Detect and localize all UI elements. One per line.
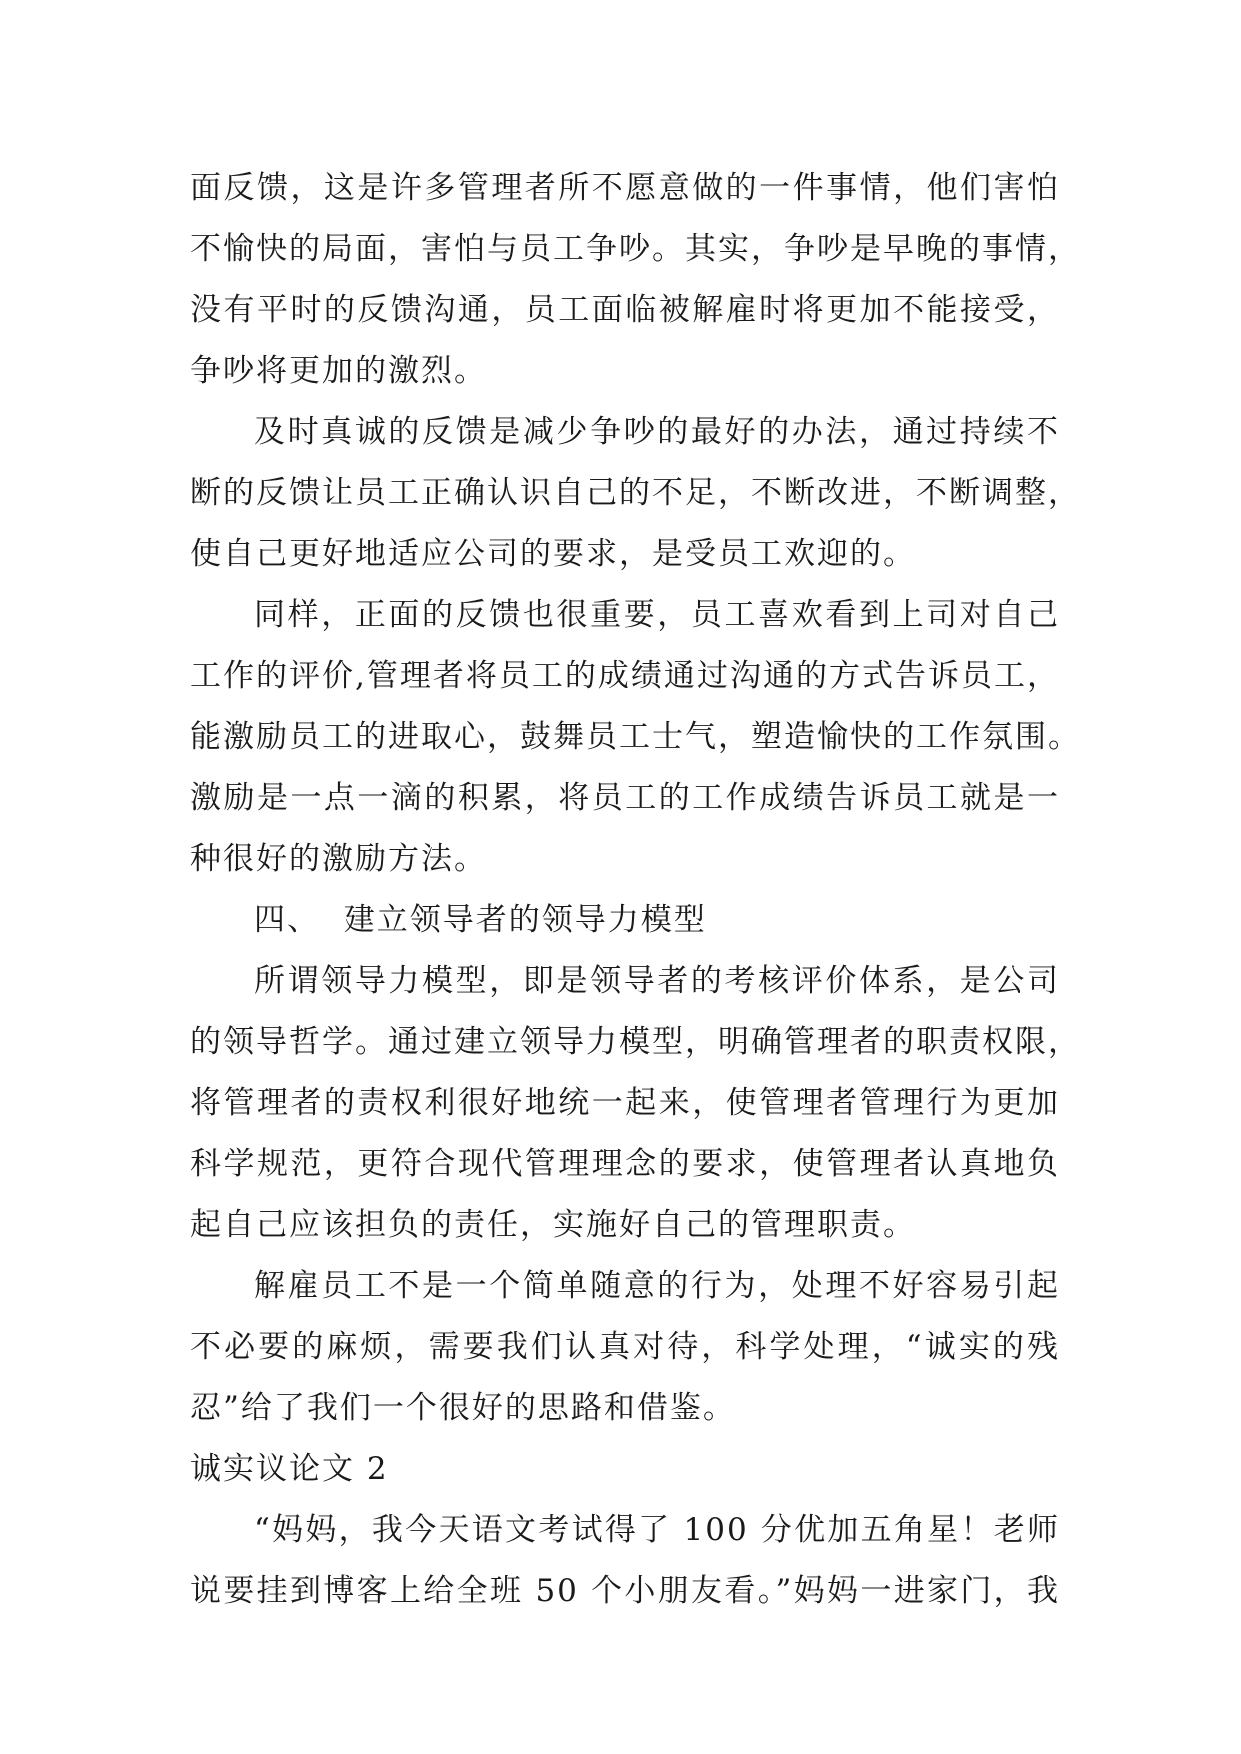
text-line: 工作的评价,管理者将员工的成绩通过沟通的方式告诉员工， <box>190 658 1060 694</box>
section-heading: 四、 建立领导者的领导力模型 <box>254 902 707 938</box>
text-line: 忍”给了我们一个很好的思路和借鉴。 <box>190 1390 736 1426</box>
text-line: “妈妈，我今天语文考试得了 100 分优加五角星！老师 <box>254 1512 1060 1548</box>
text-line: 争吵将更加的激烈。 <box>190 353 487 389</box>
text-line: 将管理者的责权利很好地统一起来，使管理者管理行为更加 <box>190 1085 1060 1121</box>
text-line: 解雇员工不是一个简单随意的行为，处理不好容易引起 <box>254 1268 1060 1304</box>
text-line: 能激励员工的进取心，鼓舞员工士气，塑造愉快的工作氛围。 <box>190 719 1081 755</box>
text-line: 种很好的激励方法。 <box>190 841 487 877</box>
text-line: 及时真诚的反馈是减少争吵的最好的办法，通过持续不 <box>254 414 1060 450</box>
text-line: 所谓领导力模型，即是领导者的考核评价体系，是公司 <box>254 963 1060 999</box>
text-line: 同样，正面的反馈也很重要，员工喜欢看到上司对自己 <box>254 597 1060 633</box>
text-line: 使自己更好地适应公司的要求，是受员工欢迎的。 <box>190 536 916 572</box>
text-line: 面反馈，这是许多管理者所不愿意做的一件事情，他们害怕 <box>190 170 1060 206</box>
text-line: 断的反馈让员工正确认识自己的不足，不断改进，不断调整， <box>190 475 1081 511</box>
text-line: 没有平时的反馈沟通，员工面临被解雇时将更加不能接受， <box>190 292 1060 328</box>
text-line: 说要挂到博客上给全班 50 个小朋友看。”妈妈一进家门，我 <box>190 1573 1060 1609</box>
article-title: 诚实议论文 2 <box>190 1451 389 1487</box>
text-line: 起自己应该担负的责任，实施好自己的管理职责。 <box>190 1207 916 1243</box>
text-line: 激励是一点一滴的积累，将员工的工作成绩告诉员工就是一 <box>190 780 1060 816</box>
text-line: 不愉快的局面，害怕与员工争吵。其实，争吵是早晚的事情， <box>190 231 1081 267</box>
text-line: 的领导哲学。通过建立领导力模型，明确管理者的职责权限， <box>190 1024 1081 1060</box>
text-line: 科学规范，更符合现代管理理念的要求，使管理者认真地负 <box>190 1146 1060 1182</box>
text-line: 不必要的麻烦，需要我们认真对待，科学处理，“诚实的残 <box>190 1329 1060 1365</box>
